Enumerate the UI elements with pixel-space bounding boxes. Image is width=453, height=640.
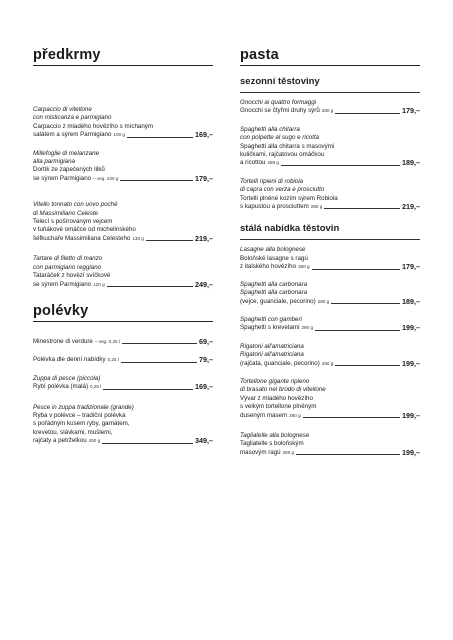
menu-item xyxy=(33,150,213,184)
item-line: Dortík ze zapečených lilků xyxy=(33,166,105,174)
standard-pasta-list xyxy=(240,246,420,457)
item-weight: 0,25 l xyxy=(90,384,102,390)
item-description: (vejce, guanciale, pecorino) xyxy=(240,297,316,305)
leader-line xyxy=(146,240,193,241)
item-price: 199,– xyxy=(402,447,420,457)
item-line: Zuppa di pesce (piccola) xyxy=(33,374,101,382)
item-description: salátem a sýrem Parmigiano xyxy=(33,131,112,139)
item-line: di Massimiliano Celeste xyxy=(33,209,98,217)
item-line: di capra con verza e prosciutto xyxy=(240,186,325,194)
item-price: 199,– xyxy=(402,323,420,333)
item-line: s pořádným kusem ryby, garnátem, xyxy=(33,420,130,428)
item-line: Pesce in zuppa tradizionale (grande) xyxy=(33,403,134,411)
leader-line xyxy=(121,362,197,363)
item-line: Tortelli plněné kozím sýrem Robiola xyxy=(240,194,338,202)
item-weight: – veg. 0,25 l xyxy=(94,338,120,344)
item-description: Minestrone di verdure xyxy=(33,337,93,345)
item-price: 189,– xyxy=(402,158,420,168)
item-weight: – veg. 220 g xyxy=(93,175,119,181)
menu-item xyxy=(33,201,213,243)
menu-item xyxy=(240,99,420,116)
leader-line xyxy=(120,180,193,181)
item-price: 179,– xyxy=(402,262,420,272)
seasonal-pasta-list xyxy=(240,99,420,211)
item-weight: 280 g xyxy=(321,360,334,366)
item-line: v tuňákové omáčce od michelinského xyxy=(33,226,136,234)
menu-item xyxy=(240,343,420,368)
item-line: Spaghetti alla carbonara xyxy=(240,289,308,297)
item-line: Vývar z mladého hovězího xyxy=(240,394,313,402)
item-line: Spaghetti con gamberi xyxy=(240,315,302,323)
item-description: masovým ragú xyxy=(240,448,281,456)
leader-line xyxy=(335,113,400,114)
item-weight: 280 g xyxy=(321,108,334,114)
menu-item xyxy=(33,404,213,446)
leader-line xyxy=(107,286,193,287)
item-weight: 260 g xyxy=(282,449,295,455)
leader-line xyxy=(315,330,400,331)
item-line: kuličkami, rajčatovou omáčkou xyxy=(240,151,325,159)
item-weight: 350 g xyxy=(298,264,310,270)
item-weight: 0,25 l xyxy=(107,357,119,363)
item-line: Tagliatelle s boloňským xyxy=(240,440,304,448)
item-price-line xyxy=(240,324,420,332)
section-title-polevky: polévky xyxy=(33,303,213,322)
item-price-line xyxy=(33,131,213,139)
leader-line xyxy=(324,208,400,209)
menu-item xyxy=(33,338,213,346)
item-price-line xyxy=(33,383,213,391)
item-description: s kapustou a prosciuttem xyxy=(240,203,309,211)
item-line: Tagliatelle alla bolognese xyxy=(240,431,310,439)
menu-item xyxy=(33,356,213,364)
item-price-line xyxy=(240,203,420,211)
item-price: 219,– xyxy=(195,233,213,243)
item-line: Carpaccio di vitellone xyxy=(33,106,92,113)
item-line: s velkým tortellone plněným xyxy=(240,403,317,411)
item-line: Tortelli ripieni di robiola xyxy=(240,177,304,185)
item-price-line xyxy=(240,263,420,271)
item-description: a ricottou xyxy=(240,159,266,167)
item-line: Rigatoni all'amatriciana xyxy=(240,342,304,350)
item-line: alla parmigiana xyxy=(33,158,75,166)
item-price: 169,– xyxy=(195,382,213,392)
leader-line xyxy=(331,303,400,304)
leader-line xyxy=(103,389,193,390)
item-line: Gnocchi ai quattro formaggi xyxy=(240,99,317,106)
item-description: (rajčata, guanciale, pecorino) xyxy=(240,359,320,367)
item-line: Tortellone gigante ripieno xyxy=(240,377,310,385)
item-description: šéfkuchaře Massimiliana Celesteho xyxy=(33,234,131,242)
item-price-line xyxy=(240,107,420,115)
item-price-line xyxy=(240,449,420,457)
item-price-line xyxy=(240,360,420,368)
item-weight: 280 g xyxy=(317,298,330,304)
item-weight: 280 g xyxy=(289,412,301,418)
item-line: Spaghetti alla chitarra s masovými xyxy=(240,142,335,150)
item-line: Vitello tonnato con uovo poché xyxy=(33,201,118,209)
item-price: 69,– xyxy=(199,336,213,346)
item-price: 189,– xyxy=(402,296,420,306)
menu-item xyxy=(240,378,420,420)
section-title-predkrmy: předkrmy xyxy=(33,47,213,66)
leader-line xyxy=(303,417,400,418)
item-line: con misticanza e parmigiano xyxy=(33,114,112,122)
subsection-title-standard: stálá nabídka těstovin xyxy=(240,223,420,240)
leader-line xyxy=(296,454,400,455)
leader-line xyxy=(335,365,400,366)
menu-item xyxy=(240,178,420,212)
item-description: se sýrem Parmigiano xyxy=(33,280,92,288)
item-description: se sýrem Parmigiano xyxy=(33,174,92,182)
menu-item xyxy=(240,126,420,168)
item-price: 179,– xyxy=(402,106,420,116)
leader-line xyxy=(281,165,400,166)
right-column xyxy=(240,47,420,465)
item-line: Telecí s pošírovaným vejcem xyxy=(33,218,113,226)
item-description: Rybí polévka (malá) xyxy=(33,383,89,391)
item-line: con parmigiano reggiano xyxy=(33,263,102,271)
item-price-line xyxy=(33,437,213,445)
item-line: Spaghetti alla chitarra xyxy=(240,125,300,133)
item-description: Spaghetti s krevetami xyxy=(240,324,300,332)
menu-item xyxy=(33,106,213,140)
item-weight: 290 g xyxy=(301,325,313,331)
item-weight: 280 g xyxy=(267,160,279,166)
item-price: 199,– xyxy=(402,410,420,420)
item-description: Polévka dle denní nabídky xyxy=(33,356,106,364)
item-weight: 100 g xyxy=(113,132,125,138)
polevky-list xyxy=(33,338,213,446)
item-line: di brasato nel brodo di vitellone xyxy=(240,386,326,394)
item-line: Spaghetti alla carbonara xyxy=(240,280,308,288)
item-line: Millefoglie di melanzane xyxy=(33,149,100,157)
item-line: Rigatoni all'amatriciana xyxy=(240,351,304,359)
item-weight: 130 g xyxy=(132,235,144,241)
item-weight: 450 g xyxy=(88,438,101,444)
item-price-line xyxy=(33,235,213,243)
item-line: Tataráček z hovězí svíčkové xyxy=(33,272,111,280)
item-price-line xyxy=(33,281,213,289)
item-line: con polpette al sugo e ricotta xyxy=(240,134,320,142)
item-price: 249,– xyxy=(195,279,213,289)
left-column xyxy=(33,47,213,454)
item-price: 199,– xyxy=(402,358,420,368)
item-description: duseným masem xyxy=(240,411,288,419)
item-price-line xyxy=(240,159,420,167)
item-line: Lasagne alla bolognese xyxy=(240,246,306,254)
item-price: 349,– xyxy=(195,436,213,446)
item-weight: 120 g xyxy=(93,281,105,287)
item-price-line xyxy=(33,356,213,364)
item-price-line xyxy=(240,298,420,306)
item-price-line xyxy=(33,338,213,346)
subsection-title-seasonal: sezonní těstoviny xyxy=(240,76,420,93)
item-line: Carpaccio z mladého hovězího s míchaným xyxy=(33,122,154,130)
menu-item xyxy=(33,255,213,289)
item-line: Boloňské lasagne s ragú xyxy=(240,254,308,262)
menu-item xyxy=(240,316,420,333)
menu-item xyxy=(240,432,420,457)
item-description: z italského hovězího xyxy=(240,263,297,271)
leader-line xyxy=(122,343,197,344)
item-price: 169,– xyxy=(195,130,213,140)
item-price-line xyxy=(33,175,213,183)
item-price: 179,– xyxy=(195,173,213,183)
leader-line xyxy=(102,443,193,444)
item-price-line xyxy=(240,412,420,420)
leader-line xyxy=(127,137,193,138)
item-description: rajčaty a petrželkou xyxy=(33,437,87,445)
item-weight: 280 g xyxy=(310,204,323,210)
menu-item xyxy=(33,375,213,392)
menu-item xyxy=(240,281,420,306)
menu-item xyxy=(240,246,420,271)
item-line: Tartare di filetto di manzo xyxy=(33,255,103,263)
item-price: 219,– xyxy=(402,202,420,212)
item-line: Ryba v polévce – tradiční polévka xyxy=(33,411,126,419)
leader-line xyxy=(312,269,400,270)
section-title-pasta: pasta xyxy=(240,47,420,66)
predkrmy-list xyxy=(33,106,213,289)
item-description: Gnocchi se čtyřmi druhy sýrů xyxy=(240,107,320,115)
item-line: krevetou, slávkami, mušlemi, xyxy=(33,428,113,436)
item-price: 79,– xyxy=(199,355,213,365)
